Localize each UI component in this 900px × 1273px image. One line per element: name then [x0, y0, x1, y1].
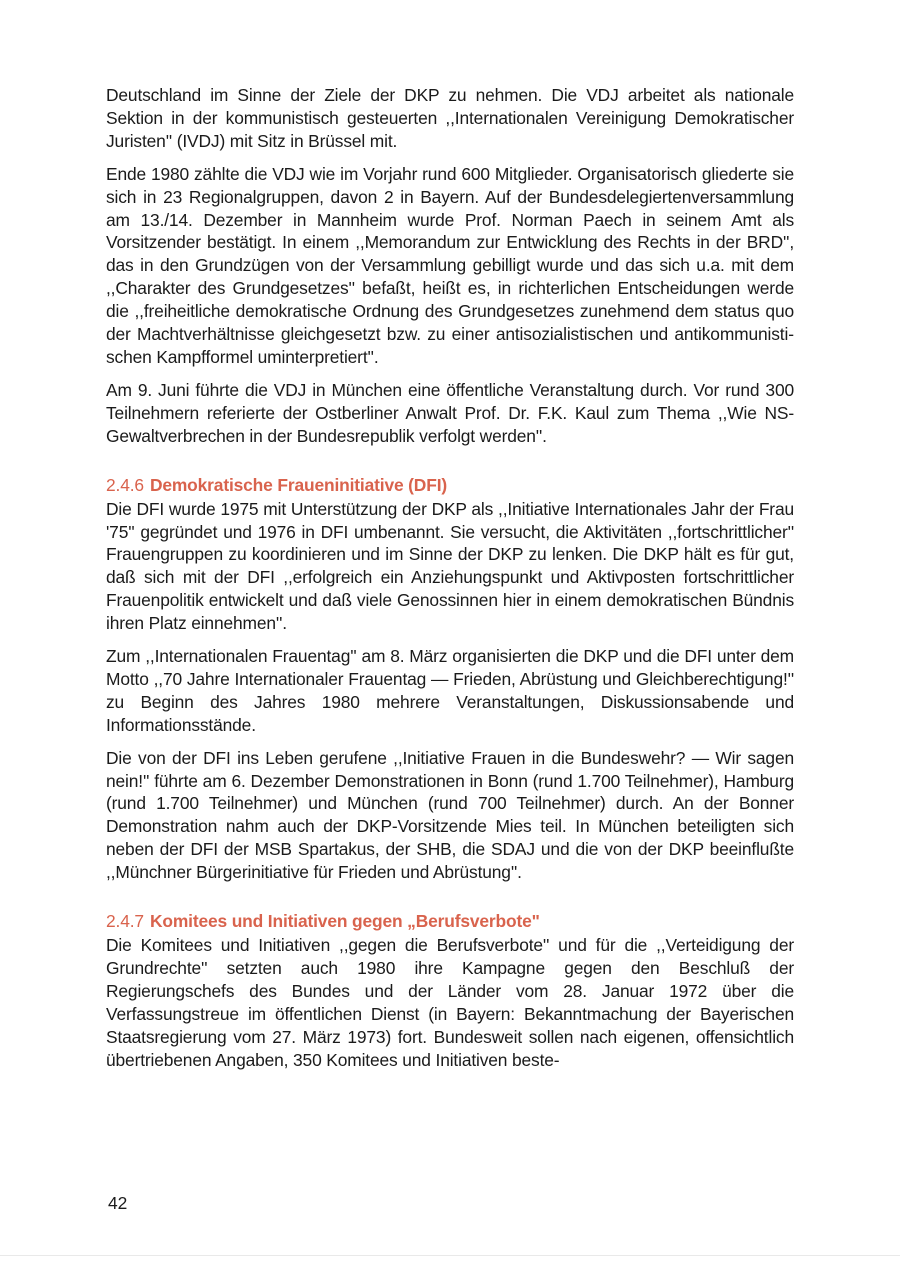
paragraph-dfi-demonstrations: Die von der DFI ins Leben gerufene ,,Initiative Frauen in die Bundeswehr? — Wir sagen nein!'' führte am 6. Dezember Demonstrationen in Bonn (rund 1.700 Teilnehmer), Hamburg (rund 1.700 Teilnehmer) und München (rund 700 Teilnehmer) durch. An der Bonner Demonstration nahm auch der DKP-Vorsitzende Mies teil. In München beteiligten sich neben der DFI der MSB Spartakus, der SHB, die SDAJ und die von der DKP beeinflußte ,,Münchner Bürgerinitiative für Frieden und Abrüstung''. [106, 747, 794, 883]
page-number: 42 [108, 1193, 128, 1213]
page-bottom-edge [0, 1255, 900, 1256]
section-heading-2-4-6 [106, 474, 794, 497]
paragraph-berufsverbote: Die Komitees und Initiativen ,,gegen die Berufsverbote'' und für die ,,Verteidigung der Grundrechte'' setzten auch 1980 ihre Kampagne gegen den Beschluß der Regierungschefs des Bundes und der Länder vom 28. Januar 1972 über die Verfassungstreue im öffentlichen Dienst (in Bayern: Bekanntmachung der Bayerischen Staatsregierung vom 27. März 1973) fort. Bundesweit sollen nach eigenen, offensichtlich übertriebenen Angaben, 350 Komitees und Initiativen beste- [106, 935, 794, 1070]
paragraph-vdj-intro: Deutschland im Sinne der Ziele der DKP zu nehmen. Die VDJ arbeitet als nationale Sektion in der kommunistisch gesteuerten ,,Internationalen Vereinigung Demokratischer Juristen'' (IVDJ) mit Sitz in Brüssel mit. [106, 85, 794, 151]
paragraph-vdj-event: Am 9. Juni führte die VDJ in München eine öffentliche Veranstaltung durch. Vor rund 300 Teilnehmern referierte der Ostberliner Anwalt Prof. Dr. F.K. Kaul zum Thema ,,Wie NS-Gewaltverbrechen in der Bundesrepublik verfolgt werden''. [106, 379, 794, 446]
section-title: Komitees und Initiativen gegen „Berufsverbote" [149, 911, 540, 932]
paragraph-vdj-members: Ende 1980 zählte die VDJ wie im Vorjahr rund 600 Mitglieder. Organisatorisch gliederte sie sich in 23 Regionalgruppen, davon 2 in Bayern. Auf der Bundesdelegiertenversammlung am 13./14. Dezember in Mannheim wurde Prof. Norman Paech in seinem Amt als Vorsitzender bestätigt. In einem ,,Memorandum zur Entwicklung des Rechts in der BRD'', das in den Grundzügen von der Versammlung gebilligt wurde und das sich u.a. mit dem ,,Charakter des Grundgesetzes'' befaßt, heißt es, in richterlichen Entscheidungen werde die ,,freiheitliche demokratische Ordnung des Grundgesetzes zunehmend dem status quo der Machtverhältnisse gleichgesetzt bzw. zu einer antisozialistischen und antikommunistischen Kampfformel uminterpretiert''. [106, 163, 794, 367]
document-body [106, 84, 794, 1082]
paragraph-dfi-frauentag: Zum ,,Internationalen Frauentag'' am 8. März organisierten die DKP und die DFI unter dem Motto ,,70 Jahre Internationaler Frauentag — Frieden, Abrüstung und Gleichberechtigung!'' zu Beginn des Jahres 1980 mehrere Veranstaltungen, Diskussionsabende und Informationsstände. [106, 646, 794, 735]
section-number: 2.4.6 [106, 474, 144, 495]
section-title: Demokratische Fraueninitiative (DFI) [149, 474, 448, 495]
paragraph-dfi-founding: Die DFI wurde 1975 mit Unterstützung der DKP als ,,Initiative Internationales Jahr der Frau '75'' gegründet und 1976 in DFI umbenannt. Sie versucht, die Aktivitäten ,,fortschrittlicher'' Frauengruppen zu koordinieren und im Sinne der DKP zu lenken. Die DKP hält es für gut, daß sich mit der DFI ,,erfolgreich ein Anziehungspunkt und Aktivposten fortschrittlicher Frauenpolitik entwickelt und daß viele Genossinnen hier in einem demokratischen Bündnis ihren Platz einnehmen''. [106, 498, 794, 634]
section-number: 2.4.7 [106, 911, 144, 932]
section-heading-2-4-7 [106, 910, 794, 933]
